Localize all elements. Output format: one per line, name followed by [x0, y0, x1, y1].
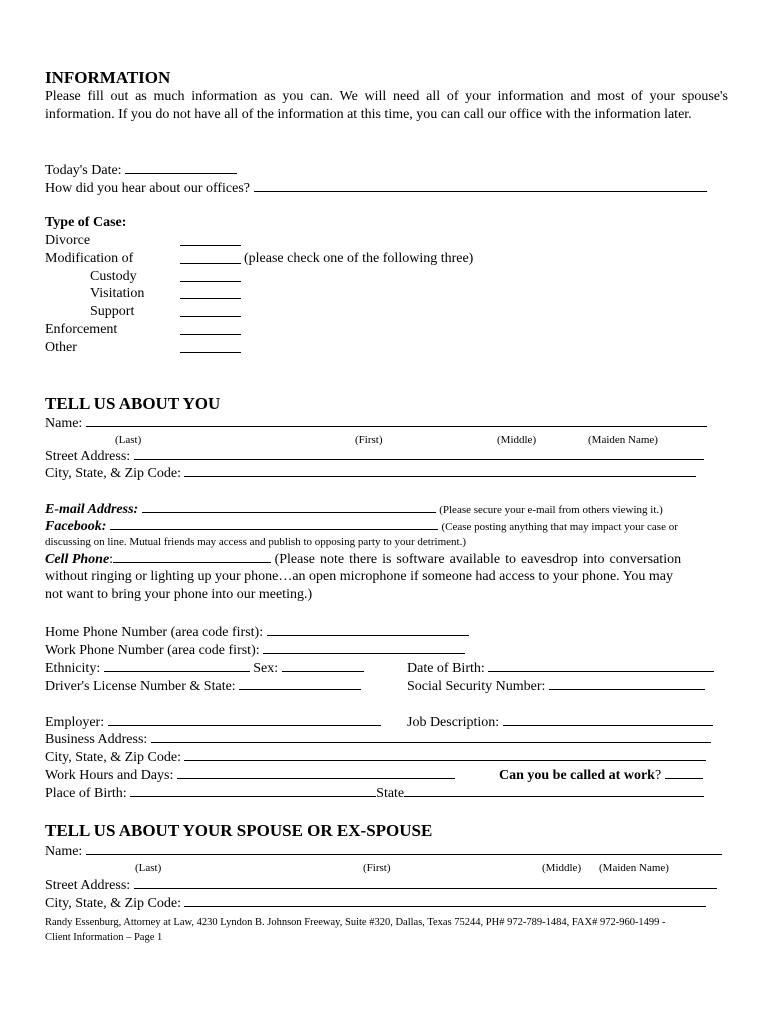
you-last-caption: (Last): [115, 434, 142, 446]
you-work-phone-label: Work Phone Number (area code first):: [45, 643, 260, 658]
case-modification-field[interactable]: [180, 250, 241, 264]
you-city2-row: [45, 747, 706, 767]
you-street-label: Street Address:: [45, 449, 131, 464]
you-city2-field[interactable]: [184, 747, 706, 761]
you-cell-field[interactable]: [113, 549, 271, 563]
you-job-label: Job Description:: [407, 715, 500, 730]
spouse-last-caption: (Last): [135, 862, 162, 874]
case-other-label: Other: [45, 340, 77, 355]
you-ssn-label: Social Security Number:: [407, 679, 546, 694]
you-name-field[interactable]: [86, 413, 707, 427]
case-divorce-field[interactable]: [180, 232, 241, 246]
you-dob-label: Date of Birth:: [407, 661, 485, 676]
you-cell-row: Cell Phone: (Please note there is software available to eavesdrop into conversation: [45, 549, 681, 569]
you-home-phone-field[interactable]: [267, 622, 469, 636]
you-hours-field[interactable]: [177, 765, 455, 779]
you-state-label: State: [376, 786, 405, 801]
spouse-heading: TELL US ABOUT YOUR SPOUSE OR EX-SPOUSE: [45, 821, 433, 840]
you-facebook-field[interactable]: [110, 516, 438, 530]
you-facebook-label: Facebook: [45, 519, 102, 534]
you-business-field[interactable]: [151, 729, 711, 743]
spouse-first-caption: (First): [363, 862, 391, 874]
you-cell-note-2: without ringing or lighting up your phone…an open microphone if someone had access to your phone. You may: [45, 569, 673, 584]
todays-date-row: [45, 160, 237, 180]
you-called-label: Can you be called at work: [499, 768, 655, 783]
case-visitation-field[interactable]: [180, 285, 241, 299]
you-hours-row: [45, 765, 455, 785]
you-employer-field[interactable]: [108, 712, 381, 726]
spouse-maiden-caption: (Maiden Name): [599, 862, 669, 874]
case-enforcement-field[interactable]: [180, 321, 241, 335]
you-job-field[interactable]: [503, 712, 713, 726]
hear-row: [45, 178, 707, 198]
you-state-field[interactable]: [404, 783, 704, 797]
spouse-street-field[interactable]: [134, 875, 717, 889]
info-heading: INFORMATION: [45, 68, 171, 87]
you-city-row: [45, 463, 696, 483]
todays-date-label: Today's Date:: [45, 163, 122, 178]
case-other-field[interactable]: [180, 339, 241, 353]
spouse-street-label: Street Address:: [45, 878, 131, 893]
case-heading: Type of Case:: [45, 215, 127, 230]
you-email-label: E-mail Address: [45, 502, 134, 517]
you-maiden-caption: (Maiden Name): [588, 434, 658, 446]
you-facebook-note-1: (Cease posting anything that may impact your case or: [441, 521, 678, 533]
you-called-row: Can you be called at work?: [499, 765, 703, 785]
you-called-field[interactable]: [665, 765, 703, 779]
info-intro: Please fill out as much information as you can. We will need all of your information and most of your spouse's information. If you do not have all of the information at this time, you can call our office with the information later.: [45, 89, 728, 122]
footer-line-2: Client Information – Page 1: [45, 932, 163, 943]
you-sex-field[interactable]: [282, 658, 364, 672]
you-home-phone-label: Home Phone Number (area code first):: [45, 625, 264, 640]
you-facebook-note-2: discussing on line. Mutual friends may access and publish to opposing party to your detriment.): [45, 536, 466, 548]
spouse-name-label: Name:: [45, 844, 83, 859]
case-enforcement-label: Enforcement: [45, 322, 118, 337]
you-ethnicity-label: Ethnicity:: [45, 661, 101, 676]
you-cell-label: Cell Phone: [45, 552, 110, 567]
you-business-label: Business Address:: [45, 732, 148, 747]
case-divorce-label: Divorce: [45, 233, 91, 248]
you-employer-label: Employer:: [45, 715, 105, 730]
case-modification-note: (please check one of the following three): [244, 251, 474, 266]
hear-label: How did you hear about our offices?: [45, 181, 251, 196]
you-work-phone-field[interactable]: [263, 640, 465, 654]
you-first-caption: (First): [355, 434, 383, 446]
you-email-row: E-mail Address: (Please secure your e-mail from others viewing it.): [45, 499, 663, 519]
you-ethnicity-field[interactable]: [104, 658, 250, 672]
you-business-row: [45, 729, 711, 749]
you-city-field[interactable]: [184, 463, 696, 477]
case-custody-label: Custody: [90, 269, 137, 284]
case-visitation-label: Visitation: [90, 286, 145, 301]
you-cell-note-1: (Please note there is software available to eavesdrop into conversation: [274, 552, 682, 567]
you-license-label: Driver's License Number & State:: [45, 679, 236, 694]
case-support-label: Support: [90, 304, 135, 319]
you-dob-field[interactable]: [488, 658, 714, 672]
spouse-name-row: [45, 841, 722, 861]
you-birthplace-field[interactable]: [130, 783, 376, 797]
case-custody-field[interactable]: [180, 268, 241, 282]
case-support-field[interactable]: [180, 303, 241, 317]
you-work-phone-row: [45, 640, 465, 660]
you-sex-label: Sex:: [253, 661, 279, 676]
you-ethnicity-row: [45, 658, 364, 678]
you-ssn-row: [407, 676, 705, 696]
you-name-row: [45, 413, 707, 433]
you-facebook-row: Facebook: (Cease posting anything that may impact your case or: [45, 516, 678, 536]
todays-date-field[interactable]: [125, 160, 237, 174]
spouse-street-row: [45, 875, 717, 895]
you-birthplace-row: [45, 783, 704, 803]
you-license-row: [45, 676, 361, 696]
you-email-note: (Please secure your e-mail from others viewing it.): [439, 504, 663, 516]
you-home-phone-row: [45, 622, 469, 642]
you-heading: TELL US ABOUT YOU: [45, 394, 221, 413]
you-birthplace-label: Place of Birth:: [45, 786, 127, 801]
spouse-city-field[interactable]: [184, 893, 706, 907]
spouse-city-row: [45, 893, 706, 913]
case-modification-label: Modification of: [45, 251, 134, 266]
you-hours-label: Work Hours and Days:: [45, 768, 174, 783]
you-city-label: City, State, & Zip Code:: [45, 466, 181, 481]
spouse-middle-caption: (Middle): [542, 862, 582, 874]
you-name-label: Name:: [45, 416, 83, 431]
you-dob-row: [407, 658, 714, 678]
you-license-field[interactable]: [239, 676, 361, 690]
you-city2-label: City, State, & Zip Code:: [45, 750, 181, 765]
spouse-name-field[interactable]: [86, 841, 722, 855]
footer-line-1: Randy Essenburg, Attorney at Law, 4230 Lyndon B. Johnson Freeway, Suite #320, Dallas, Texas 75244, PH# 972-789-1484, FAX# 972-960-1499 -: [45, 917, 666, 928]
spouse-city-label: City, State, & Zip Code:: [45, 896, 181, 911]
hear-field[interactable]: [254, 178, 707, 192]
you-cell-note-3: not want to bring your phone into our meeting.): [45, 587, 313, 602]
you-ssn-field[interactable]: [549, 676, 705, 690]
you-street-field[interactable]: [134, 446, 704, 460]
you-email-field[interactable]: [142, 499, 436, 513]
you-middle-caption: (Middle): [497, 434, 537, 446]
